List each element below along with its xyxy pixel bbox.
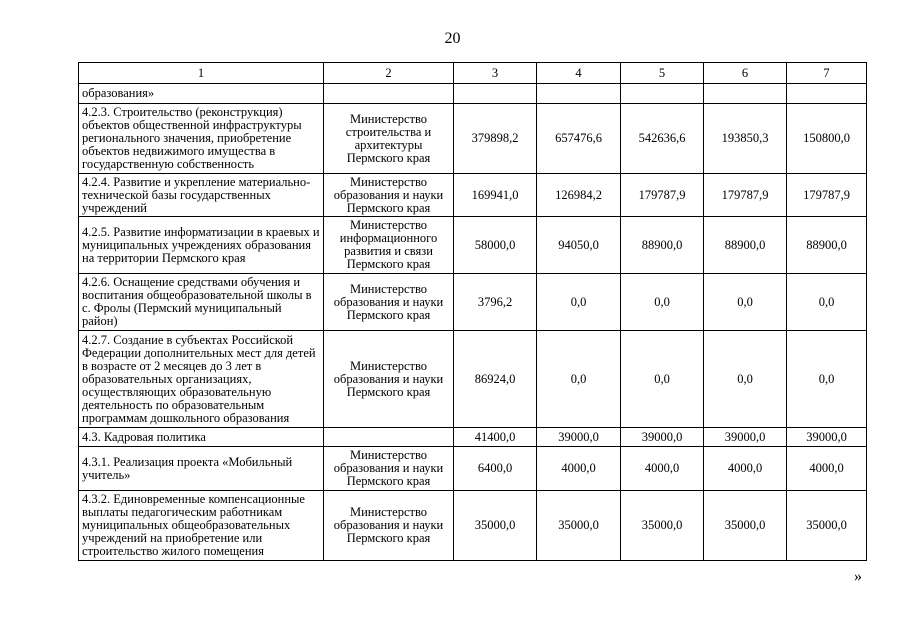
value-cell: 58000,0 (454, 217, 537, 274)
executor: Министерство образования и науки Пермского края (324, 274, 454, 331)
column-header: 6 (704, 63, 787, 84)
column-header: 3 (454, 63, 537, 84)
executor: Министерство образования и науки Пермского края (324, 331, 454, 428)
empty-cell (704, 84, 787, 104)
empty-cell (454, 84, 537, 104)
value-cell: 4000,0 (704, 447, 787, 491)
measure-name: 4.2.3. Строительство (реконструкция) объектов общественной инфраструктуры регионального значения, приобретение объектов недвижимого имущества в государственную собственность (79, 104, 324, 174)
executor: Министерство образования и науки Пермского края (324, 447, 454, 491)
value-cell: 4000,0 (537, 447, 621, 491)
empty-cell (324, 84, 454, 104)
value-cell: 657476,6 (537, 104, 621, 174)
table-row (79, 331, 867, 428)
value-cell: 179787,9 (704, 174, 787, 217)
value-cell: 88900,0 (787, 217, 867, 274)
value-cell: 39000,0 (621, 428, 704, 447)
value-cell: 39000,0 (704, 428, 787, 447)
executor: Министерство образования и науки Пермского края (324, 174, 454, 217)
value-cell: 88900,0 (704, 217, 787, 274)
measure-name: 4.2.4. Развитие и укрепление материально-технической базы государственных учреждений (79, 174, 324, 217)
page-number: 20 (444, 30, 461, 47)
measure-name: 4.3. Кадровая политика (79, 428, 324, 447)
value-cell: 542636,6 (621, 104, 704, 174)
column-header: 5 (621, 63, 704, 84)
budget-table (78, 62, 867, 561)
value-cell: 39000,0 (537, 428, 621, 447)
value-cell: 6400,0 (454, 447, 537, 491)
value-cell: 94050,0 (537, 217, 621, 274)
value-cell: 41400,0 (454, 428, 537, 447)
value-cell: 35000,0 (621, 491, 704, 561)
value-cell: 4000,0 (621, 447, 704, 491)
value-cell: 0,0 (621, 274, 704, 331)
value-cell: 0,0 (537, 274, 621, 331)
continuation-text: образования» (79, 84, 324, 104)
empty-cell (537, 84, 621, 104)
column-header: 4 (537, 63, 621, 84)
closing-quote-mark: » (854, 568, 862, 585)
executor: Министерство информационного развития и связи Пермского края (324, 217, 454, 274)
executor (324, 428, 454, 447)
value-cell: 126984,2 (537, 174, 621, 217)
value-cell: 0,0 (537, 331, 621, 428)
executor: Министерство строительства и архитектуры Пермского края (324, 104, 454, 174)
table-row (79, 447, 867, 491)
value-cell: 193850,3 (704, 104, 787, 174)
table-row (79, 217, 867, 274)
value-cell: 35000,0 (787, 491, 867, 561)
measure-name: 4.2.6. Оснащение средствами обучения и воспитания общеобразовательной школы в с. Фролы (Пермский муниципальный район) (79, 274, 324, 331)
column-header: 7 (787, 63, 867, 84)
value-cell: 0,0 (704, 274, 787, 331)
table-row (79, 174, 867, 217)
measure-name: 4.3.1. Реализация проекта «Мобильный учитель» (79, 447, 324, 491)
value-cell: 86924,0 (454, 331, 537, 428)
measure-name: 4.3.2. Единовременные компенсационные выплаты педагогическим работникам муниципальных общеобразовательных учреждений на приобретение или строительство жилого помещения (79, 491, 324, 561)
value-cell: 0,0 (787, 331, 867, 428)
column-header: 1 (79, 63, 324, 84)
table-row (79, 491, 867, 561)
measure-name: 4.2.5. Развитие информатизации в краевых и муниципальных учреждениях образования на территории Пермского края (79, 217, 324, 274)
table-row (79, 428, 867, 447)
value-cell: 39000,0 (787, 428, 867, 447)
value-cell: 4000,0 (787, 447, 867, 491)
value-cell: 0,0 (621, 331, 704, 428)
value-cell: 35000,0 (704, 491, 787, 561)
executor: Министерство образования и науки Пермского края (324, 491, 454, 561)
value-cell: 0,0 (787, 274, 867, 331)
value-cell: 3796,2 (454, 274, 537, 331)
table-row (79, 104, 867, 174)
value-cell: 35000,0 (454, 491, 537, 561)
column-header: 2 (324, 63, 454, 84)
table-row (79, 274, 867, 331)
value-cell: 150800,0 (787, 104, 867, 174)
measure-name: 4.2.7. Создание в субъектах Российской Федерации дополнительных мест для детей в возрасте от 2 месяцев до 3 лет в образовательных организациях, осуществляющих образовательную деятельность по образовательным программам дошкольного образования (79, 331, 324, 428)
value-cell: 0,0 (704, 331, 787, 428)
value-cell: 179787,9 (787, 174, 867, 217)
table-header-row (79, 63, 867, 84)
value-cell: 169941,0 (454, 174, 537, 217)
value-cell: 35000,0 (537, 491, 621, 561)
empty-cell (787, 84, 867, 104)
value-cell: 179787,9 (621, 174, 704, 217)
value-cell: 88900,0 (621, 217, 704, 274)
empty-cell (621, 84, 704, 104)
continuation-row (79, 84, 867, 104)
value-cell: 379898,2 (454, 104, 537, 174)
